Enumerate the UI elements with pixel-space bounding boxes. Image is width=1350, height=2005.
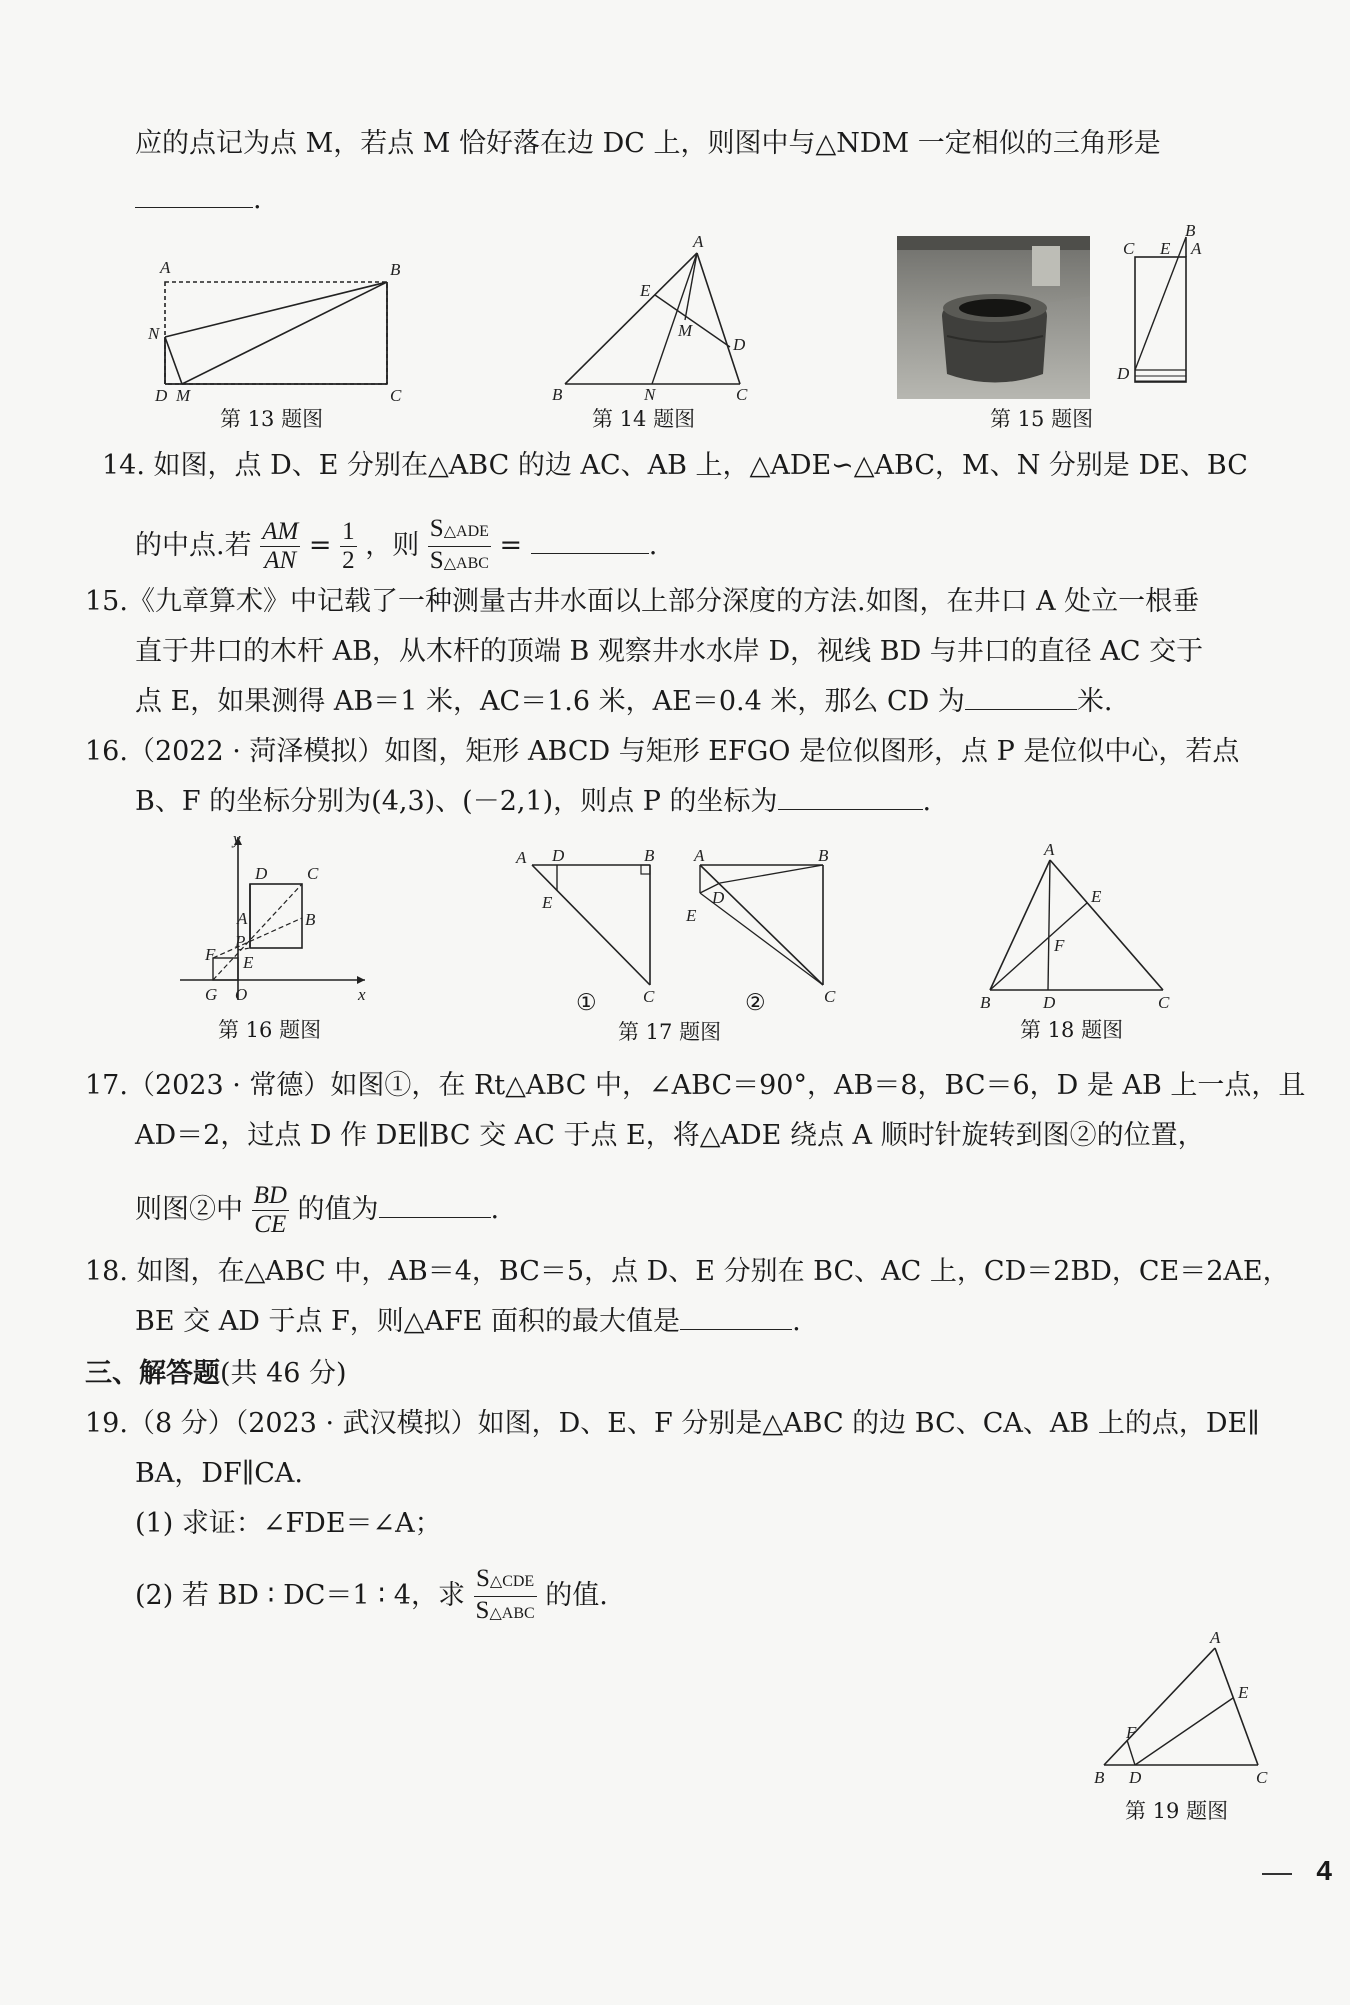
figure-18 <box>980 840 1180 1015</box>
figure-19 <box>1090 1628 1280 1793</box>
f18-label-f: F <box>1054 936 1065 955</box>
q15-line1: 15.《九章算术》中记载了一种测量古井水面以上部分深度的方法.如图，在井口 A 处立一根垂 <box>85 586 1200 617</box>
caption-figure-18: 第 18 题图 <box>1020 1018 1124 1042</box>
caption-figure-14: 第 14 题图 <box>592 407 696 431</box>
f15-label-a: A <box>1191 239 1202 258</box>
f17b-label-b: B <box>818 846 829 865</box>
f19-label-f: F <box>1126 1723 1137 1742</box>
q16-line1: 16.（2022 · 菏泽模拟）如图，矩形 ABCD 与矩形 EFGO 是位似图形，点 P 是位似中心，若点 <box>85 736 1240 767</box>
f17b-label-a: A <box>694 846 705 865</box>
f13-label-c: C <box>390 386 402 405</box>
f14-label-b: B <box>552 385 563 404</box>
f19-label-e: E <box>1238 1683 1249 1702</box>
q19-line1: 19.（8 分）（2023 · 武汉模拟）如图，D、E、F 分别是△ABC 的边 BC、CA、AB 上的点，DE∥ <box>85 1408 1260 1439</box>
q17-answer-blank[interactable] <box>379 1191 491 1218</box>
figure-14 <box>540 232 770 402</box>
f14-label-a: A <box>693 232 704 251</box>
section-3-heading: 三、解答题(共 46 分) <box>85 1358 347 1389</box>
f18-label-b: B <box>980 993 991 1012</box>
q19-line2: BA，DF∥CA. <box>135 1458 303 1489</box>
f16-label-e: E <box>243 953 254 972</box>
f14-label-n: N <box>644 385 656 404</box>
q17-line1: 17.（2023 · 常德）如图①，在 Rt△ABC 中，∠ABC＝90°，AB＝8，BC＝6，D 是 AB 上一点，且 <box>85 1070 1306 1101</box>
f17b-label-c: C <box>824 987 836 1006</box>
q19-part-1: (1) 求证：∠FDE＝∠A； <box>135 1508 442 1539</box>
figure-17-part-1 <box>510 845 670 1006</box>
q13-answer-blank[interactable] <box>135 181 253 208</box>
f16-label-g: G <box>205 985 218 1004</box>
f16-label-o: O <box>235 985 248 1004</box>
q17-fraction-bd-ce: $\frac{BD}{CE}$ <box>253 1182 287 1238</box>
f16-label-b: B <box>305 910 316 929</box>
f14-label-m: M <box>678 321 693 340</box>
q13-line2: . <box>135 180 262 220</box>
f16-label-x: x <box>358 985 366 1004</box>
caption-figure-13: 第 13 题图 <box>220 407 324 431</box>
f18-label-a: A <box>1044 840 1055 859</box>
f18-label-e: E <box>1091 887 1102 906</box>
caption-figure-17: 第 17 题图 <box>618 1020 722 1044</box>
q18-line1: 18. 如图，在△ABC 中，AB＝4，BC＝5，点 D、E 分别在 BC、AC 上，CD＝2BD，CE＝2AE， <box>85 1256 1290 1287</box>
q14-line2: 的中点.若 $\frac{AM}{AN}$ = $\frac{1}{2}$ ，则 $\frac{\text{S△ADE}}{\text{S△ABC}}$ = . <box>135 515 657 578</box>
figure-15-well-photo <box>897 236 1090 399</box>
q17-line3: 则图②中 $\frac{BD}{CE}$ 的值为 . <box>135 1182 500 1238</box>
q15-line3: 点 E，如果测得 AB＝1 米，AC＝1.6 米，AE＝0.4 米，那么 CD 为 米. <box>135 682 1112 722</box>
q19-part-2: (2) 若 BD ∶ DC＝1 ∶ 4，求 $\frac{\text{S△CDE}}{\text{S△ABC}}$ 的值. <box>135 1565 608 1628</box>
f13-label-b: B <box>390 260 401 279</box>
q14-line1: 14. 如图，点 D、E 分别在△ABC 的边 AC、AB 上，△ADE∽△ABC，M、N 分别是 DE、BC <box>102 450 1248 481</box>
f19-label-b: B <box>1094 1768 1105 1787</box>
f13-label-m: M <box>176 386 191 405</box>
f13-label-d: D <box>155 386 168 405</box>
q15-line2: 直于井口的木杆 AB，从木杆的顶端 B 观察井水水岸 D，视线 BD 与井口的直径 AC 交于 <box>135 636 1204 667</box>
f13-label-n: N <box>148 324 160 343</box>
q14-fraction-one-half: $\frac{1}{2}$ <box>342 518 355 574</box>
f16-label-d: D <box>255 864 268 883</box>
f16-label-p: P <box>235 932 246 951</box>
figure-16 <box>175 829 375 1007</box>
f18-label-c: C <box>1158 993 1170 1012</box>
f17a-label-d: D <box>552 846 565 865</box>
f17a-label-c: C <box>643 987 655 1006</box>
q14-fraction-area-ratio: $\frac{\text{S△ADE}}{\text{S△ABC}}$ <box>429 515 489 574</box>
figure-15-diagram <box>1105 222 1215 402</box>
page-number-dash <box>1262 1873 1292 1875</box>
q16-line2: B、F 的坐标分别为(4,3)、(－2,1)，则点 P 的坐标为 . <box>135 782 931 822</box>
f15-label-b: B <box>1185 221 1196 240</box>
caption-figure-16: 第 16 题图 <box>218 1018 322 1042</box>
q18-line2: BE 交 AD 于点 F，则△AFE 面积的最大值是 . <box>135 1302 801 1342</box>
f19-label-d: D <box>1129 1768 1142 1787</box>
f17a-label-e: E <box>542 893 553 912</box>
f15-label-e: E <box>1160 239 1171 258</box>
q14-fraction-am-an: $\frac{AM}{AN}$ <box>262 518 299 574</box>
q15-answer-blank[interactable] <box>965 683 1077 710</box>
f17b-label-d: D <box>712 888 725 907</box>
f17b-label-e: E <box>686 906 697 925</box>
caption-figure-19: 第 19 题图 <box>1125 1799 1229 1823</box>
figure-17-part-2 <box>678 845 858 1006</box>
q14-answer-blank[interactable] <box>531 527 649 554</box>
f15-label-d: D <box>1117 364 1130 383</box>
figure-17-mark-2: ② <box>745 990 766 1016</box>
q16-answer-blank[interactable] <box>778 783 923 810</box>
f16-label-y: y <box>233 829 241 848</box>
f14-label-e: E <box>640 281 651 300</box>
f16-label-c: C <box>307 864 319 883</box>
page-number: 4 <box>1316 1855 1332 1886</box>
f16-label-a: A <box>237 909 248 928</box>
f13-label-a: A <box>160 258 171 277</box>
q19-fraction-area-ratio: $\frac{\text{S△CDE}}{\text{S△ABC}}$ <box>475 1565 535 1624</box>
q18-answer-blank[interactable] <box>680 1303 792 1330</box>
f17a-label-a: A <box>516 848 527 867</box>
f14-label-d: D <box>733 335 746 354</box>
f18-label-d: D <box>1043 993 1056 1012</box>
f14-label-c: C <box>736 385 748 404</box>
f19-label-a: A <box>1210 1628 1221 1647</box>
figure-13 <box>140 255 430 405</box>
q13-line1: 应的点记为点 M，若点 M 恰好落在边 DC 上，则图中与△NDM 一定相似的三角形是 <box>135 128 1161 159</box>
q17-line2: AD＝2，过点 D 作 DE∥BC 交 AC 于点 E，将△ADE 绕点 A 顺时针旋转到图②的位置， <box>135 1120 1205 1151</box>
f17a-label-b: B <box>644 846 655 865</box>
f19-label-c: C <box>1256 1768 1268 1787</box>
f16-label-f: F <box>205 945 216 964</box>
f15-label-c: C <box>1123 239 1135 258</box>
caption-figure-15: 第 15 题图 <box>990 407 1094 431</box>
figure-17-mark-1: ① <box>576 990 597 1016</box>
